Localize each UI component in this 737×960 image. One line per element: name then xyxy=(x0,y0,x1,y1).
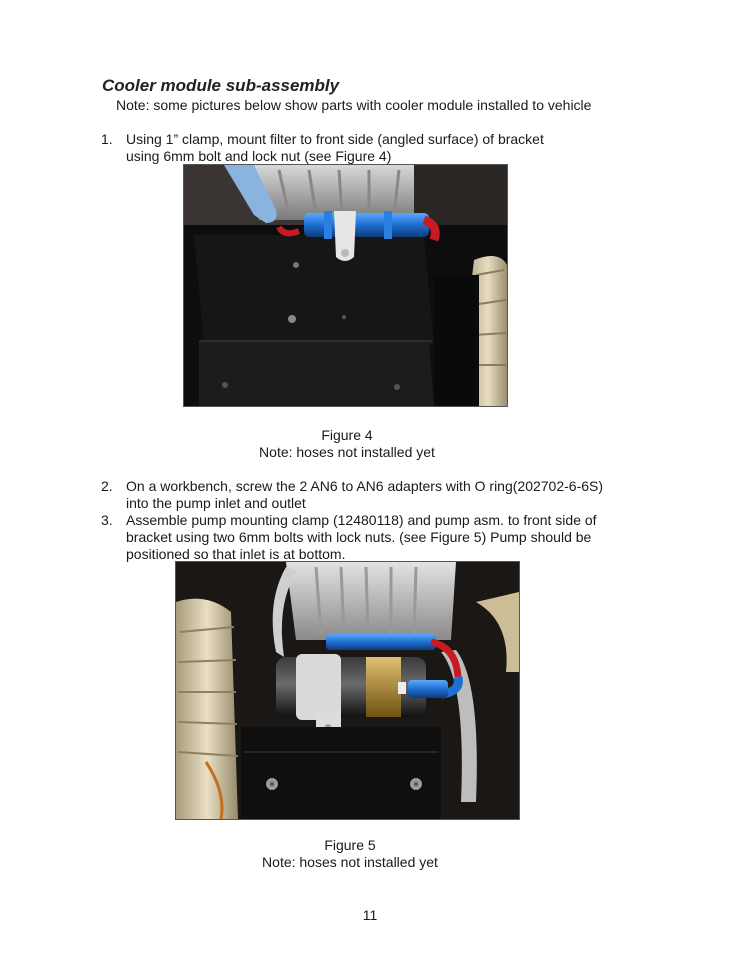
step-text-line: positioned so that inlet is at bottom. xyxy=(126,546,346,562)
step-text-line: On a workbench, screw the 2 AN6 to AN6 adapters with O ring(202702-6-6S) xyxy=(126,478,604,494)
figure-label: Figure 4 xyxy=(321,427,373,443)
section-heading: Cooler module sub-assembly xyxy=(102,76,340,95)
figure-note: Note: hoses not installed yet xyxy=(262,854,438,870)
figure-5-photo xyxy=(176,562,519,819)
step-text-line: bracket using two 6mm bolts with lock nuts. (see Figure 5) Pump should be xyxy=(126,529,592,545)
step-text-line: into the pump inlet and outlet xyxy=(126,495,306,511)
step-text-line: Assemble pump mounting clamp (12480118) and pump asm. to front side of xyxy=(126,512,597,528)
pump-bracket-illustration xyxy=(176,562,519,819)
figure-note: Note: hoses not installed yet xyxy=(259,444,435,460)
figure-4-caption xyxy=(222,427,472,461)
figure-4-photo xyxy=(184,165,507,406)
filter-bracket-illustration xyxy=(184,165,507,406)
step-number: 2. xyxy=(101,478,113,494)
step-number: 1. xyxy=(101,131,113,147)
step-number: 3. xyxy=(101,512,113,528)
section-note: Note: some pictures below show parts with cooler module installed to vehicle xyxy=(116,97,592,113)
step-text-line: Using 1” clamp, mount filter to front side (angled surface) of bracket xyxy=(126,131,544,147)
page-number: 11 xyxy=(362,907,378,923)
figure-5-caption xyxy=(200,837,500,871)
figure-label: Figure 5 xyxy=(324,837,376,853)
step-text-line: using 6mm bolt and lock nut (see Figure 4) xyxy=(126,148,392,164)
